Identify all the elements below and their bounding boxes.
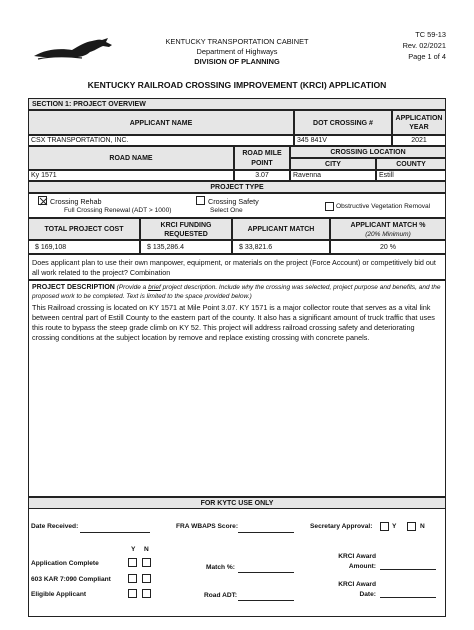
project-description-instructions [32,283,442,301]
page-number: Page 1 of 4 [408,52,446,61]
department-name: Department of Highways [196,47,278,56]
application-year-label: APPLICATION YEAR [392,110,446,135]
instruction-text-post: project description. Include why the crossing was selected, project purpose and benefits, and the proposed work to be completed. Text is limited to the space provided below.) [32,284,441,300]
crossing-location-label: CROSSING LOCATION [290,146,446,158]
krci-award-amount-label-line2: Amount: [348,562,376,570]
project-description-box[interactable] [28,280,446,497]
obstructive-vegetation-checkbox[interactable] [325,202,334,211]
county-label: COUNTY [376,158,446,170]
applicant-name-label: APPLICANT NAME [28,110,294,135]
road-name-label: ROAD NAME [28,146,234,170]
kar-compliant-no-checkbox[interactable] [142,574,151,583]
crossing-rehab-label: Crossing Rehab [50,197,102,206]
applicant-match-field[interactable]: $ 33,821.6 [232,240,330,254]
secretary-approval-no-checkbox[interactable] [407,522,416,531]
application-complete-no-checkbox[interactable] [142,558,151,567]
road-name-field[interactable]: Ky 1571 [28,170,234,181]
applicant-match-pct-label: APPLICANT MATCH % [350,222,426,229]
instruction-text-brief: brief [148,284,161,291]
applicant-match-pct-field[interactable]: 20 % [330,240,446,254]
krci-award-date-label-line1: KRCI Award [338,581,376,588]
krci-award-amount-label-line1: KRCI Award [338,553,376,560]
kytc-horse-logo-icon [32,36,116,64]
road-mile-point-field[interactable]: 3.07 [234,170,290,181]
crossing-safety-sublabel: Select One [210,207,243,214]
krci-award-amount-line[interactable] [380,569,436,570]
kytc-use-heading: FOR KYTC USE ONLY [28,497,446,509]
match-pct-label: Match %: [206,564,235,571]
secretary-approval-label: Secretary Approval: [310,523,373,530]
krci-award-date-line[interactable] [380,597,436,598]
kar-compliant-yes-checkbox[interactable] [128,574,137,583]
kar-compliant-label: 603 KAR 7:090 Compliant [31,576,111,583]
applicant-match-pct-header [330,218,446,240]
city-label: CITY [290,158,376,170]
application-complete-label: Application Complete [31,560,99,567]
match-pct-line[interactable] [238,572,294,573]
application-year-field[interactable]: 2021 [392,135,446,146]
eligible-applicant-label: Eligible Applicant [31,591,87,598]
agency-name: KENTUCKY TRANSPORTATION CABINET [165,37,309,46]
minimum-note: (20% Minimum) [365,231,411,238]
form-number: TC 59-13 [415,30,446,39]
road-adt-label: Road ADT: [204,592,238,599]
no-column-label: N [144,546,149,553]
checkmark-x-icon [39,197,48,206]
county-field[interactable]: Estill [376,170,446,181]
dot-crossing-field[interactable]: 345 841V [294,135,392,146]
instruction-text-pre: (Provide a [114,284,149,291]
dot-crossing-label: DOT CROSSING # [294,110,392,135]
project-type-heading: PROJECT TYPE [28,181,446,193]
fra-wbaps-line[interactable] [238,532,294,533]
total-cost-field[interactable]: $ 169,108 [28,240,140,254]
section1-heading: SECTION 1: PROJECT OVERVIEW [28,98,446,110]
date-received-label: Date Received: [31,523,79,530]
obstructive-vegetation-label: Obstructive Vegetation Removal [336,203,431,210]
secretary-approval-no-label: N [420,523,425,530]
crossing-safety-checkbox[interactable] [196,196,205,205]
application-complete-yes-checkbox[interactable] [128,558,137,567]
secretary-approval-yes-checkbox[interactable] [380,522,389,531]
yes-column-label: Y [131,546,136,553]
division-name: DIVISION OF PLANNING [194,57,280,66]
krci-funding-label: KRCI FUNDING REQUESTED [140,218,232,240]
form-title: KENTUCKY RAILROAD CROSSING IMPROVEMENT (KRCI) APPLICATION [87,80,387,90]
road-mile-point-label: ROAD MILE POINT [234,146,290,170]
fra-wbaps-label: FRA WBAPS Score: [176,523,239,530]
eligible-applicant-yes-checkbox[interactable] [128,589,137,598]
date-received-line[interactable] [80,532,150,533]
project-description-text: This Railroad crossing is located on KY 1571 at Mile Point 3.07. KY 1571 is a major collector route that serves as a vital link between central part of Estill County to the eastern part of the county. It also has a significant amount of truck traffic that uses this route to bypass the steep grade climb on KY 52. This project will address railroad crossing safety and deteriorating crossing conditions at the subject location by remove and replace existing crossing with concrete panels. [32,303,435,342]
crossing-rehab-checkbox[interactable] [38,196,47,205]
secretary-approval-yes-label: Y [392,523,397,530]
krci-funding-field[interactable]: $ 135,286.4 [140,240,232,254]
applicant-match-label: APPLICANT MATCH [232,218,330,240]
crossing-safety-label: Crossing Safety [208,197,259,206]
applicant-name-field[interactable]: CSX TRANSPORTATION, INC. [28,135,294,146]
crossing-rehab-sublabel: Full Crossing Renewal (ADT > 1000) [64,207,172,214]
krci-award-amount-label [338,552,376,571]
krci-award-date-label-line2: Date: [359,590,376,598]
force-account-question[interactable]: Does applicant plan to use their own manpower, equipment, or materials on the project (Force Account) or competitively bid out all work related to the project? Combination [28,254,446,280]
city-field[interactable]: Ravenna [290,170,376,181]
eligible-applicant-no-checkbox[interactable] [142,589,151,598]
project-description-label: PROJECT DESCRIPTION [32,284,115,291]
total-cost-label: TOTAL PROJECT COST [28,218,140,240]
road-adt-line[interactable] [238,600,294,601]
form-revision: Rev. 02/2021 [402,41,446,50]
krci-award-date-label [338,580,376,599]
